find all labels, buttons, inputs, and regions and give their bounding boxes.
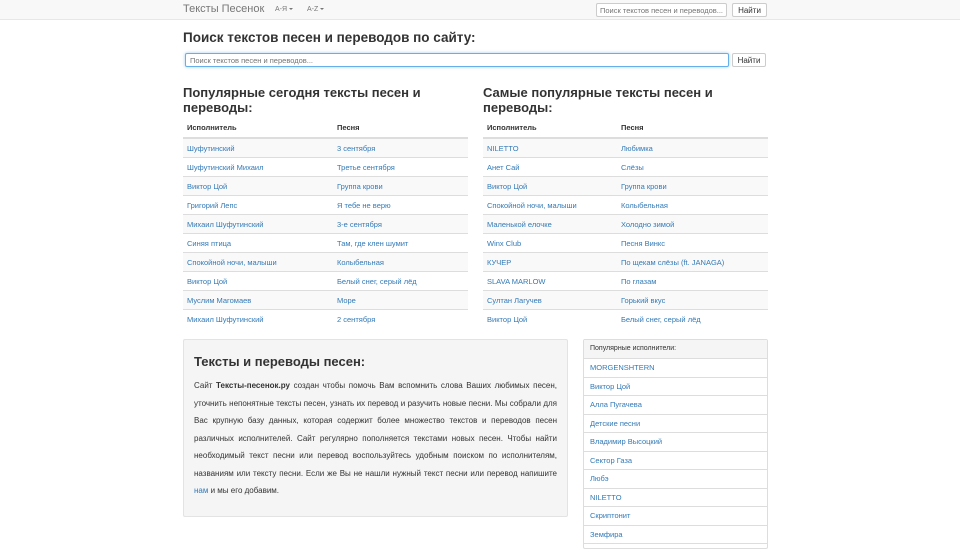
artist-cell [483, 234, 617, 253]
artist-list-item[interactable] [584, 452, 767, 471]
song-link[interactable]: Белый снег, серый лёд [621, 314, 701, 324]
song-cell [617, 158, 768, 177]
artist-cell [183, 215, 333, 234]
col-artist-header: Исполнитель [183, 118, 333, 138]
song-link[interactable]: Любимка [621, 143, 653, 153]
song-link[interactable]: По щекам слёзы (ft. JANAGA) [621, 257, 725, 267]
table-row [483, 215, 768, 234]
artist-list-item[interactable] [584, 489, 767, 508]
col-song-header: Песня [333, 118, 468, 138]
artist-cell [483, 196, 617, 215]
about-text-outro: и мы его добавим. [208, 486, 280, 495]
artist-list-item[interactable] [584, 359, 767, 378]
song-link[interactable]: Белый снег, серый лёд [337, 276, 417, 286]
song-link[interactable]: Группа крови [337, 181, 383, 191]
artist-link[interactable]: Скриптонит [590, 511, 631, 520]
table-row [183, 177, 468, 196]
artist-list-item[interactable] [584, 378, 767, 397]
song-cell [333, 272, 468, 291]
artist-link[interactable]: Синяя птица [187, 238, 232, 248]
artist-cell [483, 158, 617, 177]
artist-link[interactable]: Султан Лагучев [487, 295, 542, 305]
artist-cell [483, 215, 617, 234]
brand-logo[interactable]: Тексты Песенок [183, 3, 265, 15]
artist-cell [183, 272, 333, 291]
artist-link[interactable]: Анет Сай [487, 162, 520, 172]
table-row [183, 291, 468, 310]
about-text-intro: Сайт [194, 381, 217, 390]
artist-list-item[interactable] [584, 507, 767, 526]
artist-cell [183, 310, 333, 329]
contact-link[interactable]: нам [194, 486, 209, 495]
table-row [483, 253, 768, 272]
table-row [183, 158, 468, 177]
artist-link[interactable]: SLAVA MARLOW [487, 276, 546, 286]
artist-cell [183, 196, 333, 215]
song-link[interactable]: Холодно зимой [621, 219, 675, 229]
artist-link[interactable]: Владимир Высоцкий [590, 437, 663, 446]
about-text [194, 377, 557, 500]
song-cell [617, 291, 768, 310]
song-cell [333, 138, 468, 158]
caret-down-icon [289, 8, 293, 10]
artist-link[interactable]: Виктор Цой [590, 381, 631, 391]
artist-cell [483, 272, 617, 291]
about-panel [183, 339, 568, 517]
song-link[interactable]: 3 сентября [337, 143, 376, 153]
artist-cell [183, 234, 333, 253]
table-header-row [483, 118, 768, 138]
artist-cell [483, 253, 617, 272]
table-row [483, 234, 768, 253]
artist-link[interactable]: Шуфутинский [187, 143, 235, 153]
table-row [183, 253, 468, 272]
song-cell [617, 310, 768, 329]
table-row [483, 310, 768, 329]
artist-link[interactable]: Михаил Шуфутинский [187, 314, 264, 324]
artist-link[interactable]: Виктор Цой [187, 276, 228, 286]
table-row [483, 177, 768, 196]
song-link[interactable]: Группа крови [621, 181, 667, 191]
song-cell [333, 196, 468, 215]
about-text-body: создан чтобы помочь Вам вспомнить слова Ваших любимых песен, уточнить непонятные тексты песен, узнать их перевод и разучить новые песни. Мы собрали для Вас крупную базу данных, которая содержит более множество текстов и переводов песен различных исполнителей. Сайт регулярно пополняется текстами новых песен. Чтобы найти необходимый текст песни или перевод воспользуйтесь удобным поиском по исполнителям, названиям или тексту песни. Если же Вы не нашли нужный текст песни или перевод напишите [194, 381, 558, 478]
artist-cell [483, 177, 617, 196]
table-row [183, 215, 468, 234]
artist-list-item[interactable] [584, 433, 767, 452]
song-cell [617, 253, 768, 272]
popular-title-line2: переводы: [483, 100, 553, 115]
table-row [483, 138, 768, 158]
artist-link[interactable]: Алла Пугачева [590, 400, 642, 409]
search-title: Поиск текстов песен и переводов по сайту: [183, 30, 476, 45]
song-cell [617, 196, 768, 215]
song-cell [333, 177, 468, 196]
artist-link[interactable]: Виктор Цой [187, 181, 228, 191]
table-header-row [183, 118, 468, 138]
song-cell [333, 215, 468, 234]
navbar-search-button[interactable]: Найти [732, 3, 767, 17]
song-cell [333, 310, 468, 329]
artist-cell [183, 291, 333, 310]
artist-link[interactable]: Земфира [590, 529, 623, 539]
artist-cell [183, 158, 333, 177]
song-link[interactable]: 2 сентября [337, 314, 376, 324]
artist-link[interactable]: Детские песни [590, 418, 641, 428]
table-row [483, 196, 768, 215]
artist-link[interactable]: Маленькой елочке [487, 219, 552, 229]
artist-link[interactable]: Спокойной ночи, малыши [187, 257, 277, 267]
song-link[interactable]: Я тебе не верю [337, 200, 391, 210]
song-cell [617, 138, 768, 158]
song-cell [617, 177, 768, 196]
col-song-header: Песня [617, 118, 768, 138]
song-link[interactable]: Колыбельная [621, 200, 668, 210]
artist-link[interactable]: NILETTO [487, 143, 519, 153]
artist-cell [483, 291, 617, 310]
table-row [183, 196, 468, 215]
menu-alphabet-en-label: A-Z [307, 6, 319, 13]
artist-link[interactable]: Шуфутинский Михаил [187, 162, 264, 172]
menu-alphabet-en[interactable] [307, 6, 324, 13]
artist-link[interactable]: Виктор Цой [487, 181, 528, 191]
artist-list-item[interactable] [584, 526, 767, 545]
scrollbar-track[interactable] [944, 20, 960, 540]
song-cell [617, 215, 768, 234]
artist-link[interactable]: Winx Club [487, 238, 522, 248]
about-title: Тексты и переводы песен: [194, 354, 366, 369]
today-title [183, 85, 421, 115]
main-search-button[interactable]: Найти [732, 53, 766, 67]
today-title-line2: переводы: [183, 100, 253, 115]
table-row [183, 310, 468, 329]
song-link[interactable]: По глазам [621, 276, 657, 286]
song-cell [333, 253, 468, 272]
song-link[interactable]: Там, где клен шумит [337, 238, 409, 248]
song-cell [333, 158, 468, 177]
song-cell [617, 272, 768, 291]
artist-link[interactable]: Спокойной ночи, малыши [487, 200, 577, 210]
artist-cell [183, 253, 333, 272]
song-link[interactable]: Горький вкус [621, 295, 666, 305]
song-cell [333, 291, 468, 310]
song-link[interactable]: Слёзы [621, 162, 644, 172]
caret-down-icon [320, 8, 324, 10]
popular-songs-table [483, 118, 768, 328]
navbar [0, 0, 960, 20]
song-link[interactable]: 3-е сентября [337, 219, 382, 229]
artist-link[interactable]: Сектор Газа [590, 455, 633, 465]
artist-link[interactable]: Виктор Цой [487, 314, 528, 324]
table-row [183, 234, 468, 253]
artist-link[interactable]: NILETTO [590, 492, 622, 502]
song-link[interactable]: Колыбельная [337, 257, 384, 267]
popular-title-line1: Самые популярные тексты песен и [483, 85, 713, 100]
table-row [183, 272, 468, 291]
artist-cell [483, 310, 617, 329]
col-artist-header: Исполнитель [483, 118, 617, 138]
song-link[interactable]: Море [337, 295, 356, 305]
table-row [483, 158, 768, 177]
table-row [483, 272, 768, 291]
menu-alphabet-ru[interactable] [275, 6, 293, 13]
artist-link[interactable]: Михаил Шуфутинский [187, 219, 264, 229]
artist-cell [183, 138, 333, 158]
popular-title [483, 85, 713, 115]
artist-link[interactable]: Муслим Магомаев [187, 295, 252, 305]
song-cell [617, 234, 768, 253]
popular-artists-heading: Популярные исполнители: [584, 340, 767, 359]
artist-cell [183, 177, 333, 196]
about-site-name: Тексты-песенок.ру [216, 381, 290, 390]
artist-link[interactable]: MORGENSHTERN [590, 363, 655, 372]
artist-list [584, 359, 767, 544]
song-link[interactable]: Третье сентября [337, 162, 395, 172]
artist-list-item[interactable] [584, 415, 767, 434]
song-cell [333, 234, 468, 253]
today-songs-table [183, 118, 468, 328]
artist-link[interactable]: КУЧЕР [487, 257, 512, 267]
artist-cell [483, 138, 617, 158]
table-row [183, 138, 468, 158]
artist-link[interactable]: Любэ [590, 474, 609, 483]
song-link[interactable]: Песня Винкс [621, 238, 666, 248]
artist-link[interactable]: Григорий Лепс [187, 200, 238, 210]
artist-list-item[interactable] [584, 470, 767, 489]
menu-alphabet-ru-label: А-Я [275, 6, 288, 13]
artist-list-item[interactable] [584, 396, 767, 415]
today-title-line1: Популярные сегодня тексты песен и [183, 85, 421, 100]
navbar-search-input[interactable] [596, 3, 727, 17]
popular-artists-panel [583, 339, 768, 549]
table-row [483, 291, 768, 310]
main-search-input[interactable] [185, 53, 729, 67]
